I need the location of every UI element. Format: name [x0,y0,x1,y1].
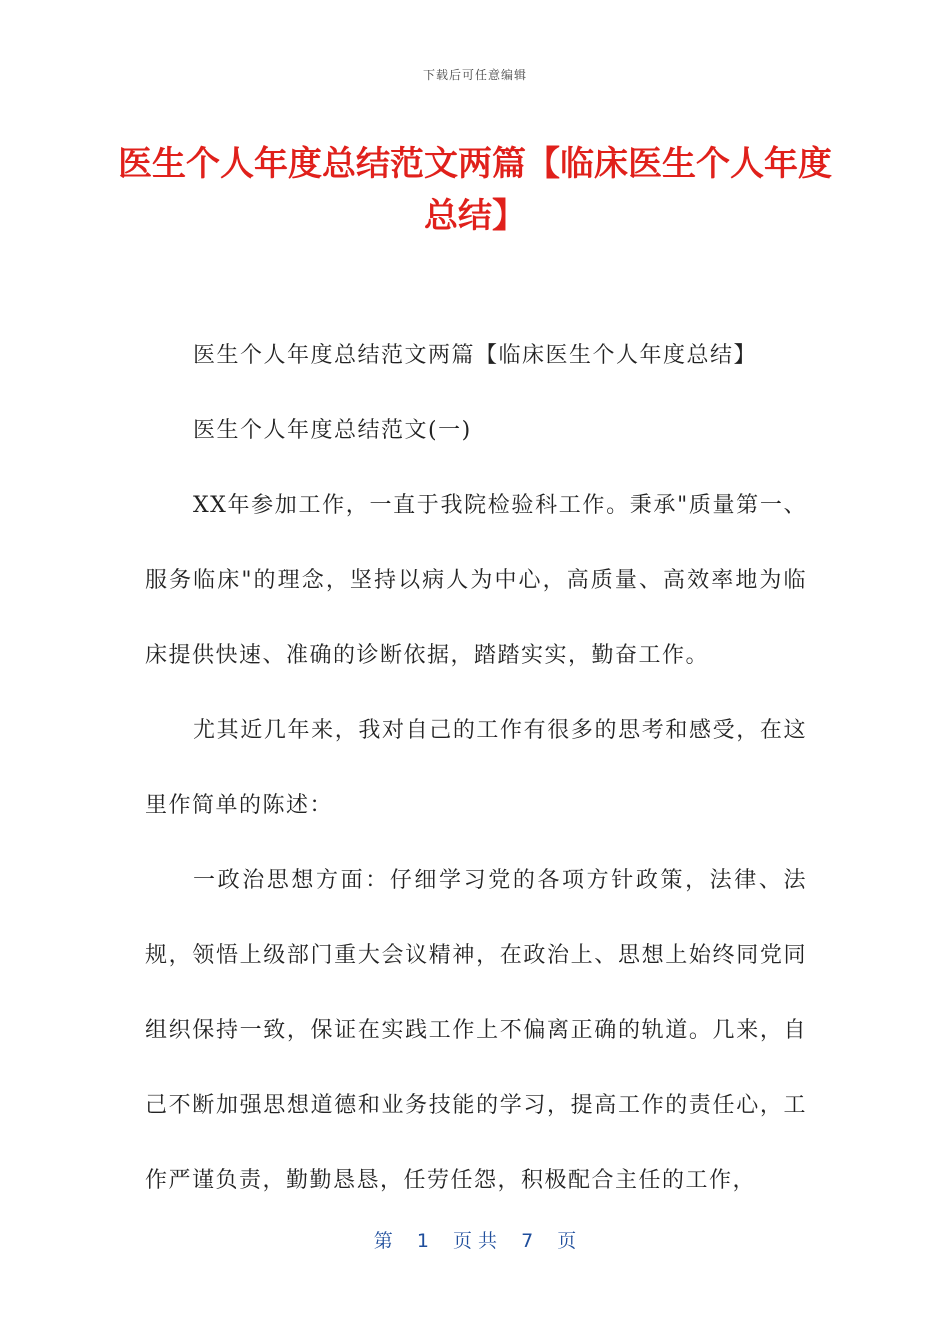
paragraph: XX年参加工作，一直于我院检验科工作。秉承"质量第一、服务临床"的理念，坚持以病人为中心，高质量、高效率地为临床提供快速、准确的诊断依据，踏踏实实，勤奋工作。 [145,493,807,668]
footer-prefix: 第 [373,1230,393,1252]
paragraph: 尤其近几年来，我对自己的工作有很多的思考和感受，在这里作简单的陈述： [145,718,807,818]
document-body [145,318,807,1218]
footer-total-pages: 7 [521,1230,534,1252]
paragraph: 医生个人年度总结范文两篇【临床医生个人年度总结】 [193,343,758,368]
footer-page-number: 1 [416,1230,429,1252]
footer-suffix: 页 [557,1230,577,1252]
header-note: 下载后可任意编辑 [422,68,527,82]
paragraph: 一政治思想方面：仔细学习党的各项方针政策，法律、法规，领悟上级部门重大会议精神，在政治上、思想上始终同党同组织保持一致，保证在实践工作上不偏离正确的轨道。几来，自己不断加强思想道德和业务技能的学习，提高工作的责任心，工作严谨负责，勤勤恳恳，任劳任怨，积极配合主任的工作， [145,868,807,1193]
footer-middle: 页 共 [452,1230,498,1252]
paragraph: 医生个人年度总结范文(一) [193,418,472,443]
document-title: 医生个人年度总结范文两篇【临床医生个人年度总结】 [118,144,832,236]
page-footer [0,1226,950,1253]
